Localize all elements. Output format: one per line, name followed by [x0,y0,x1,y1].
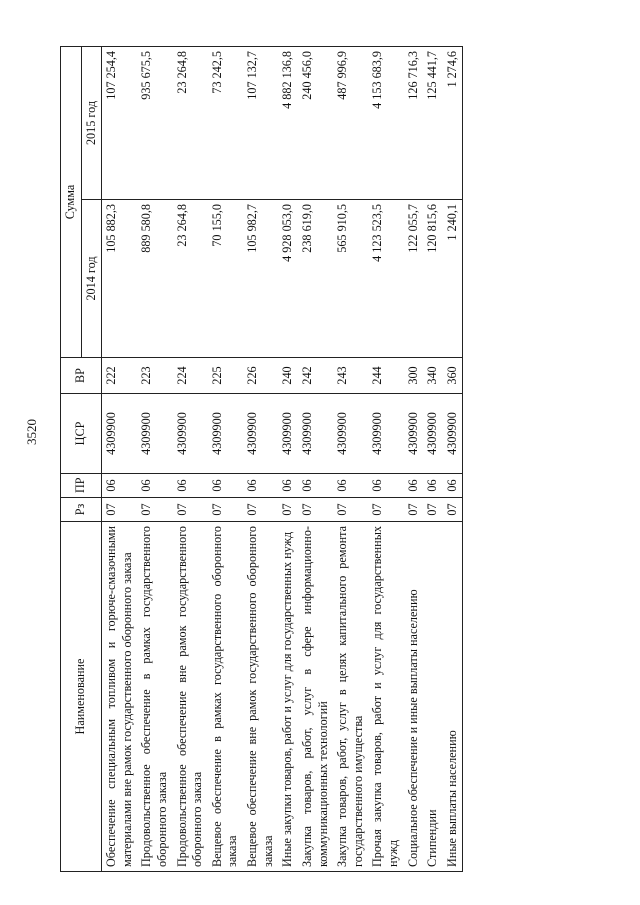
row-sum-2014: 4 123 523,5 [368,200,403,358]
row-name: Продовольственное обеспечение вне рамок государственного оборонного заказа [173,522,208,872]
row-sum-2014: 105 982,7 [243,200,278,358]
row-sum-2015: 240 456,0 [298,46,333,199]
row-name: Закупка товаров, работ, услуг в сфере информационно-коммуникационных технологий [298,522,333,872]
row-vr: 222 [102,358,138,394]
row-rz: 07 [208,498,243,522]
row-pr: 06 [333,474,368,498]
row-rz: 07 [243,498,278,522]
row-csr: 4309900 [333,394,368,474]
row-pr: 06 [443,474,463,498]
row-pr: 06 [208,474,243,498]
table-row [137,46,172,871]
row-sum-2015: 73 242,5 [208,46,243,199]
row-sum-2014: 4 928 053,0 [278,200,298,358]
row-sum-2015: 935 675,5 [137,46,172,199]
row-sum-2014: 1 240,1 [443,200,463,358]
row-pr: 06 [298,474,333,498]
row-name: Иные выплаты населению [443,522,463,872]
row-vr: 360 [443,358,463,394]
row-pr: 06 [137,474,172,498]
row-csr: 4309900 [173,394,208,474]
table-row [243,46,278,871]
header-rz: Рз [61,498,102,522]
rotated-page [60,47,578,872]
header-name: Наименование [61,522,102,872]
row-csr: 4309900 [243,394,278,474]
row-sum-2015: 487 996,9 [333,46,368,199]
row-vr: 244 [368,358,403,394]
row-sum-2015: 4 153 683,9 [368,46,403,199]
row-vr: 340 [423,358,443,394]
row-sum-2014: 23 264,8 [173,200,208,358]
row-vr: 242 [298,358,333,394]
table-row [173,46,208,871]
row-name: Вещевое обеспечение вне рамок государственного оборонного заказа [243,522,278,872]
table-header [61,46,102,871]
row-sum-2014: 120 815,6 [423,200,443,358]
row-rz: 07 [173,498,208,522]
row-sum-2015: 125 441,7 [423,46,443,199]
row-vr: 224 [173,358,208,394]
row-vr: 243 [333,358,368,394]
row-sum-2015: 1 274,6 [443,46,463,199]
table-row [333,46,368,871]
row-rz: 07 [102,498,138,522]
row-csr: 4309900 [278,394,298,474]
row-name: Вещевое обеспечение в рамках государственного оборонного заказа [208,522,243,872]
row-vr: 223 [137,358,172,394]
row-sum-2014: 889 580,8 [137,200,172,358]
row-rz: 07 [333,498,368,522]
row-rz: 07 [298,498,333,522]
table-row [423,46,443,871]
header-sum: Сумма [61,46,82,357]
row-name: Социальное обеспечение и иные выплаты населению [404,522,424,872]
page-number-text: 3520 [24,419,39,445]
table-row [208,46,243,871]
row-name: Обеспечение специальным топливом и горюче-смазочными материалами вне рамок государственного оборонного заказа [102,522,138,872]
row-sum-2015: 23 264,8 [173,46,208,199]
row-name: Закупка товаров, работ, услуг в целях капитального ремонта государственного имущества [333,522,368,872]
row-csr: 4309900 [368,394,403,474]
row-sum-2014: 122 055,7 [404,200,424,358]
table-body [102,46,463,871]
header-pr: ПР [61,474,102,498]
row-name: Иные закупки товаров, работ и услуг для государственных нужд [278,522,298,872]
row-vr: 226 [243,358,278,394]
header-vr: ВР [61,358,102,394]
row-rz: 07 [404,498,424,522]
row-name: Стипендии [423,522,443,872]
header-2015: 2015 год [81,46,102,199]
row-sum-2015: 107 254,4 [102,46,138,199]
table-row [404,46,424,871]
row-vr: 225 [208,358,243,394]
row-pr: 06 [423,474,443,498]
row-pr: 06 [243,474,278,498]
row-name: Продовольственное обеспечение в рамках государственного оборонного заказа [137,522,172,872]
row-csr: 4309900 [423,394,443,474]
table-row [278,46,298,871]
row-csr: 4309900 [102,394,138,474]
row-sum-2014: 565 910,5 [333,200,368,358]
row-pr: 06 [404,474,424,498]
row-csr: 4309900 [298,394,333,474]
row-sum-2015: 4 882 136,8 [278,46,298,199]
row-rz: 07 [423,498,443,522]
table-row [368,46,403,871]
table-row [443,46,463,871]
header-csr: ЦСР [61,394,102,474]
table-row [102,46,138,871]
row-sum-2014: 105 882,3 [102,200,138,358]
row-csr: 4309900 [208,394,243,474]
row-rz: 07 [443,498,463,522]
page-number [22,404,42,464]
row-name: Прочая закупка товаров, работ и услуг для государственных нужд [368,522,403,872]
row-sum-2014: 238 619,0 [298,200,333,358]
row-vr: 240 [278,358,298,394]
table-row [298,46,333,871]
row-sum-2015: 107 132,7 [243,46,278,199]
row-vr: 300 [404,358,424,394]
row-csr: 4309900 [137,394,172,474]
row-pr: 06 [368,474,403,498]
row-sum-2014: 70 155,0 [208,200,243,358]
row-rz: 07 [278,498,298,522]
row-pr: 06 [278,474,298,498]
row-pr: 06 [102,474,138,498]
header-2014: 2014 год [81,200,102,358]
row-pr: 06 [173,474,208,498]
row-sum-2015: 126 716,3 [404,46,424,199]
row-rz: 07 [137,498,172,522]
row-csr: 4309900 [404,394,424,474]
budget-table [60,46,463,872]
row-rz: 07 [368,498,403,522]
row-csr: 4309900 [443,394,463,474]
